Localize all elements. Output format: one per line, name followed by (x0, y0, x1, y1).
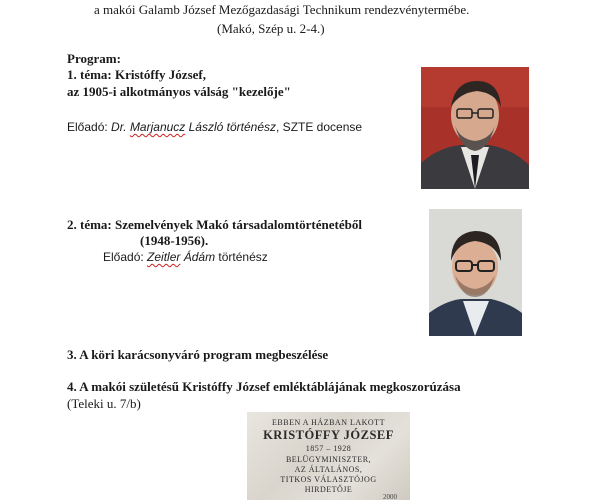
topic1-title: 1. téma: Kristóffy József, (67, 67, 206, 82)
speaker-role: történész (215, 250, 268, 264)
venue-line: a makói Galamb József Mezőgazdasági Technikum rendezvénytermébe. (94, 2, 470, 17)
topic1-speaker (67, 120, 362, 134)
portrait-image (421, 67, 529, 189)
topic2-title: 2. téma: Szemelvények Makó társadalomtörténetéből (67, 217, 362, 232)
speaker1-photo (421, 67, 529, 189)
speaker-prefix: Előadó: (103, 250, 148, 264)
speaker-firstname: Ádám (180, 250, 216, 264)
speaker-affiliation: , SZTE docense (276, 120, 363, 134)
speaker2-photo (429, 209, 522, 336)
plaque-year: 2000 (383, 493, 397, 500)
plaque-line: AZ ÁLTALÁNOS, (294, 465, 363, 474)
topic2-speaker (103, 250, 268, 264)
plaque-years: 1857 – 1928 (305, 444, 352, 453)
topic1-subtitle: az 1905-i alkotmányos válság "kezelője" (67, 84, 291, 99)
speaker-prefix: Előadó: (67, 120, 112, 134)
plaque-line: BELÜGYMINISZTER, (285, 455, 372, 464)
speaker-surname: Marjanucz (129, 120, 186, 134)
memorial-plaque (247, 412, 410, 500)
plaque-line: EBBEN A HÁZBAN LAKOTT (272, 418, 385, 427)
topic3-title: 3. A köri karácsonyváró program megbeszélése (67, 347, 329, 362)
plaque-line: TITKOS VÁLASZTÓJOG (280, 475, 377, 484)
portrait-image (429, 209, 522, 336)
topic4-title: 4. A makói születésű Kristóffy József emléktáblájának megkoszorúzása (67, 379, 461, 394)
plaque-line: HIRDETŐJE (304, 485, 353, 494)
speaker-surname: Zeitler (147, 250, 181, 264)
program-heading: Program: (67, 51, 121, 66)
plaque-name: KRISTÓFFY JÓZSEF (263, 428, 394, 442)
address-line: (Makó, Szép u. 2-4.) (217, 21, 325, 36)
topic4-address: (Teleki u. 7/b) (67, 396, 141, 411)
topic2-subtitle: (1948-1956). (140, 233, 209, 248)
speaker-role: László történész (185, 120, 277, 134)
speaker-dr: Dr. (111, 120, 130, 134)
